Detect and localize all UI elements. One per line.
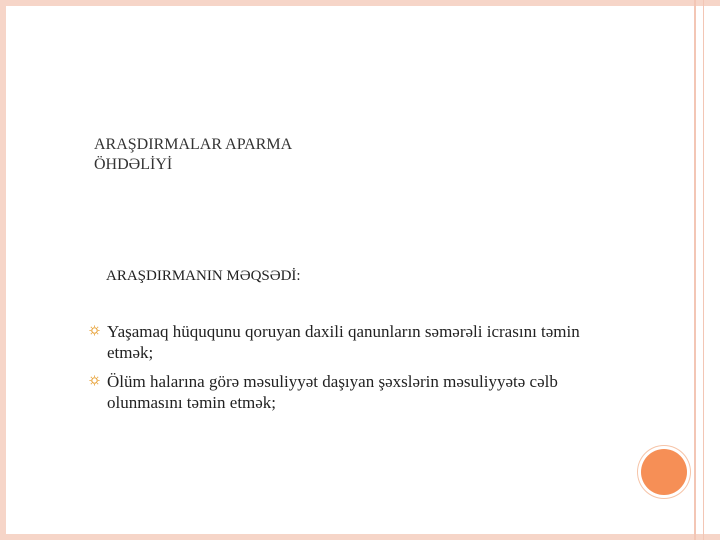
bullet-item bbox=[89, 371, 679, 413]
bullet-text-line2: olunmasını təmin etmək; bbox=[107, 393, 277, 412]
bullet-text-line1: Ölüm halarına görə məsuliyyət daşıyan şəxslərin məsuliyyətə cəlb bbox=[107, 372, 558, 391]
bullet-item bbox=[89, 321, 679, 363]
sun-icon bbox=[89, 325, 100, 336]
decorative-line bbox=[694, 0, 696, 540]
decorative-line bbox=[703, 0, 704, 540]
sun-icon bbox=[89, 375, 100, 386]
bullet-text-line2: etmək; bbox=[107, 343, 154, 362]
slide-title bbox=[94, 135, 292, 175]
decorative-circle bbox=[641, 449, 687, 495]
bullet-list bbox=[89, 321, 679, 421]
border-left bbox=[0, 0, 6, 540]
bullet-text-line1: Yaşamaq hüququnu qoruyan daxili qanunların səmərəli icrasını təmin bbox=[107, 322, 580, 341]
border-top bbox=[0, 0, 720, 6]
slide-title-line1: ARAŞDIRMALAR APARMA bbox=[94, 136, 293, 153]
slide-subtitle: ARAŞDIRMANIN MƏQSƏDİ: bbox=[106, 268, 301, 284]
slide-title-line2: ÖHDƏLİYİ bbox=[94, 156, 173, 173]
border-bottom bbox=[0, 534, 720, 540]
